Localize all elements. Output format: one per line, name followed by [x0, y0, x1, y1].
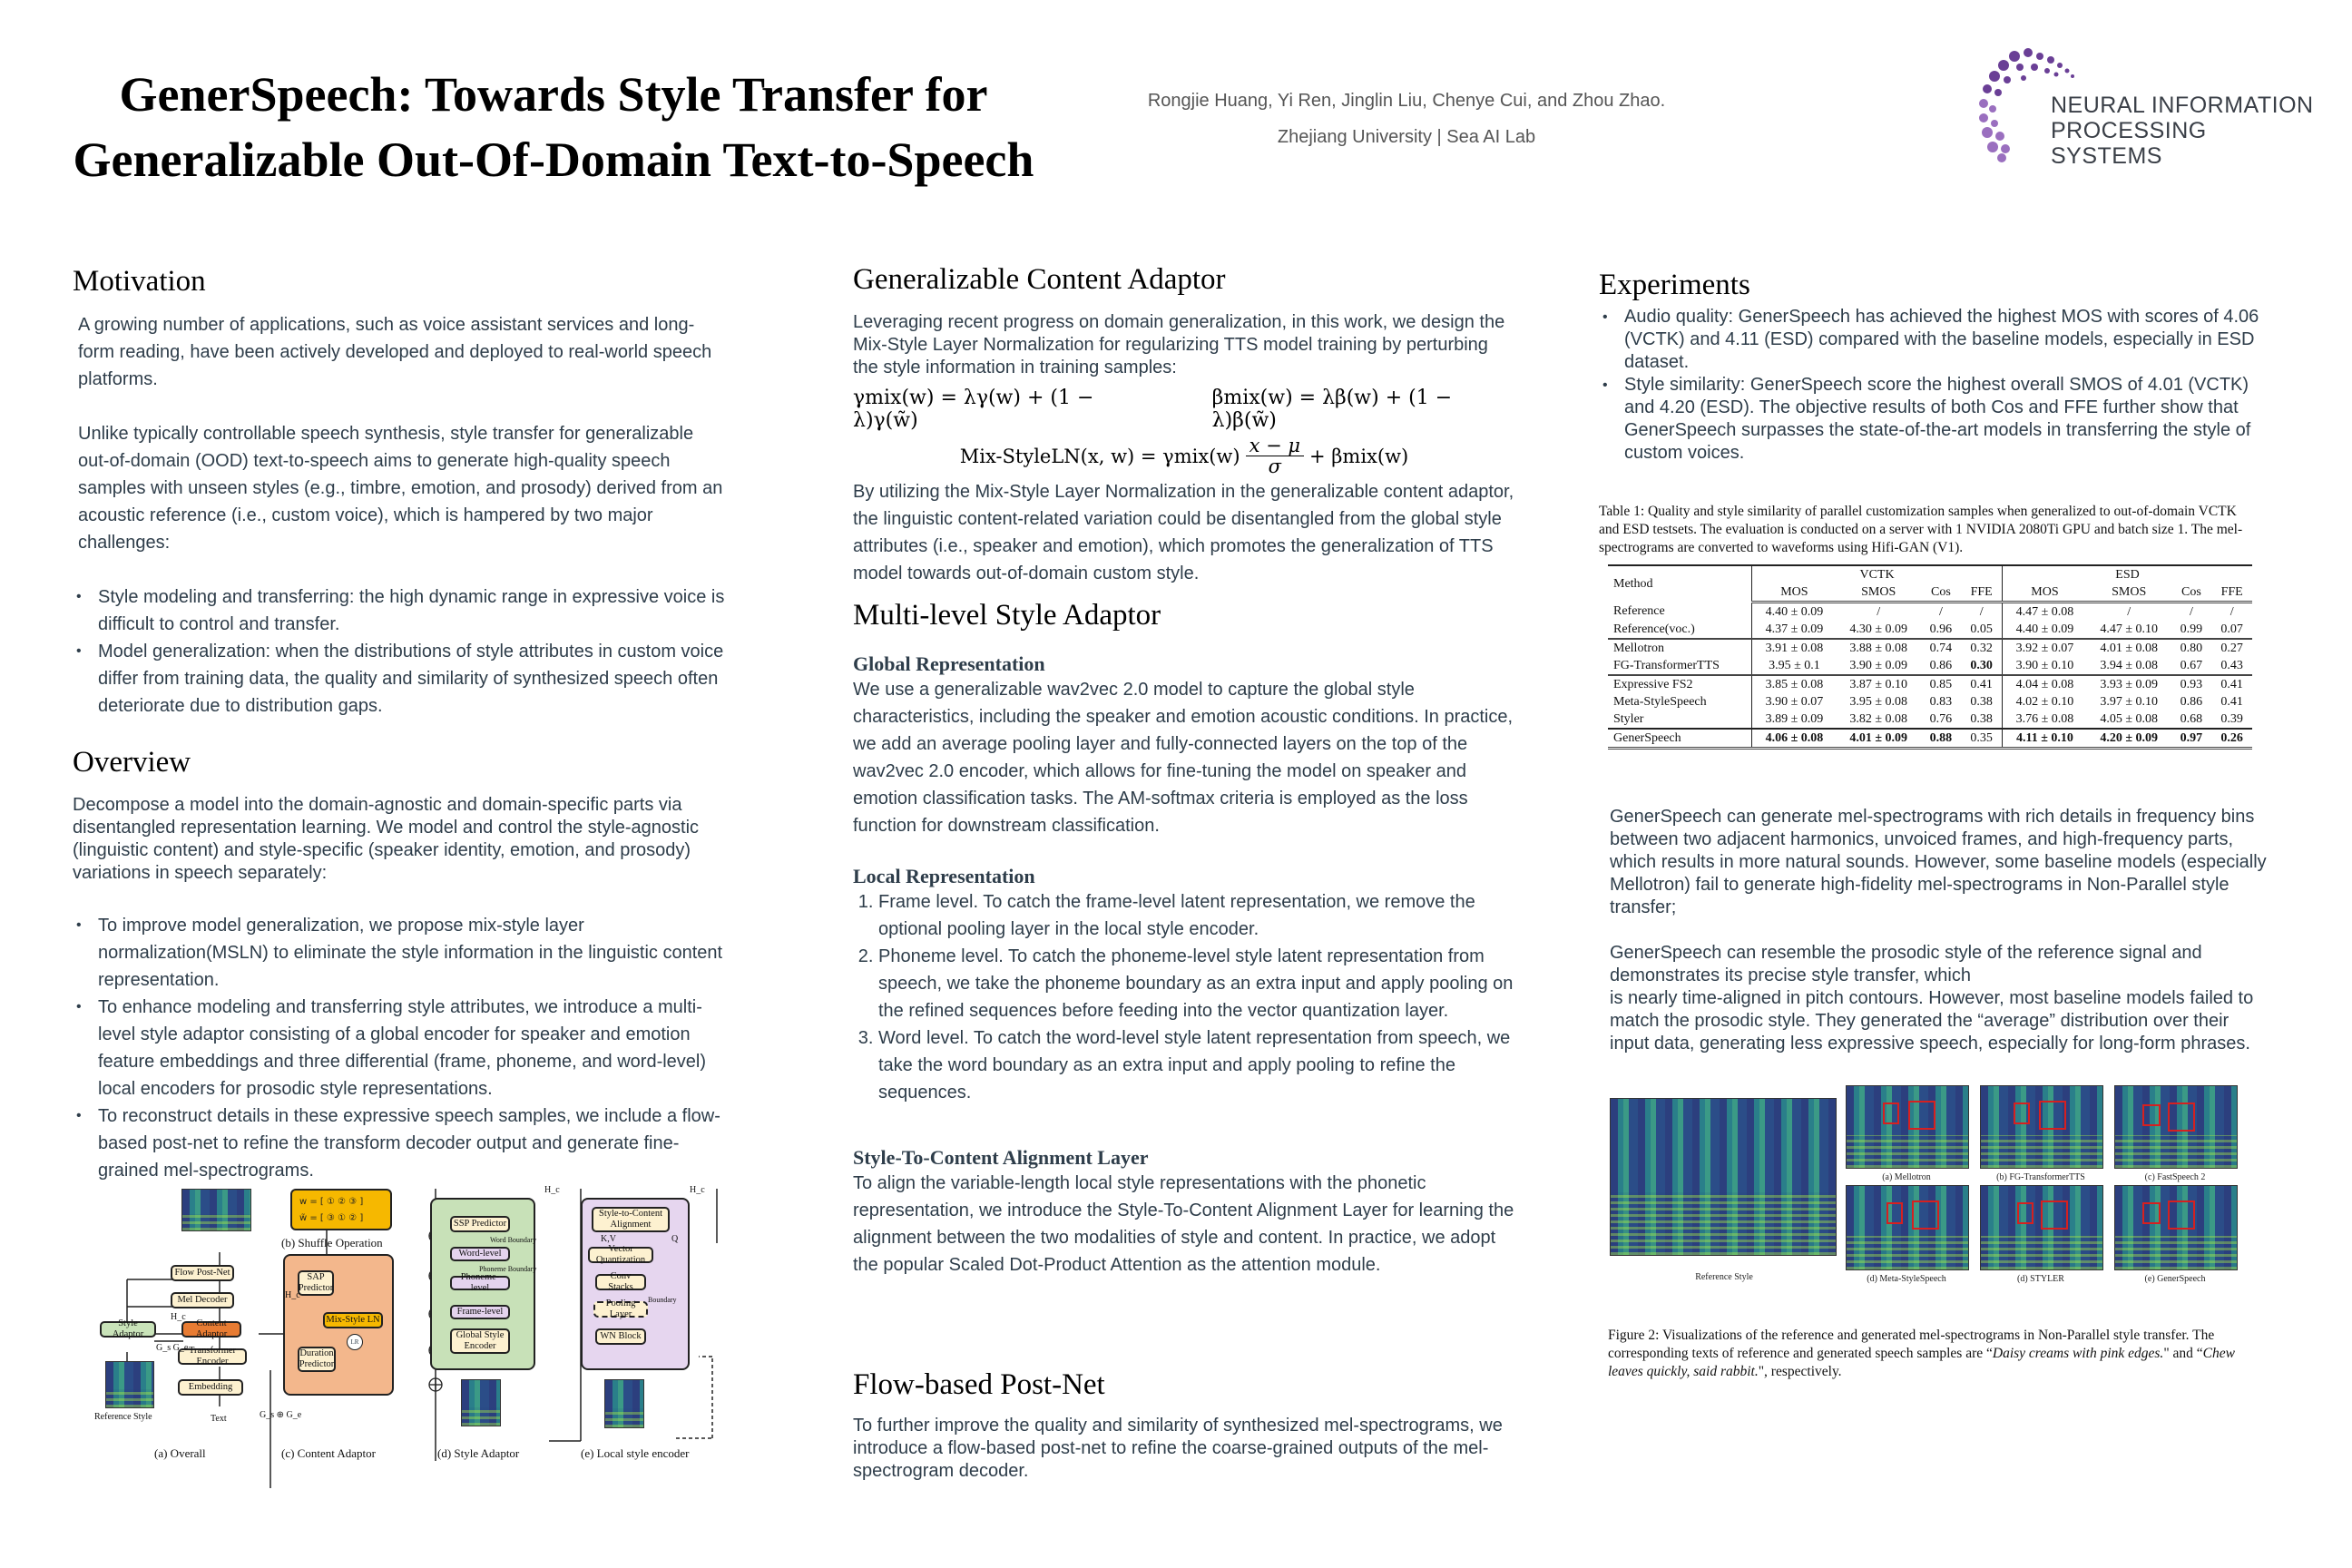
esd-value-cell: 0.86 — [2180, 695, 2203, 709]
panel-caption: (e) GenerSpeech — [2144, 1274, 2206, 1284]
table-body — [1608, 603, 2252, 749]
beta-mix-equation: βmix(w) = λβ(w) + (1 − λ)β(w̃) — [1211, 387, 1453, 432]
table-row — [1608, 621, 2252, 639]
local-representation-heading: Local Representation — [853, 865, 1035, 887]
esd-value-cell: 4.05 ± 0.08 — [2100, 712, 2159, 726]
mix-style-ln-equation — [853, 436, 1515, 476]
experiments-para-2a: GenerSpeech can resemble the prosodic style of the reference signal and demonstrates its precise style transfer, which — [1610, 943, 2202, 985]
esd-value-cell: 0.41 — [2220, 695, 2243, 709]
caption-local-style-encoder: (e) Local style encoder — [581, 1446, 690, 1460]
motivation-heading: Motivation — [73, 265, 206, 298]
table-row — [1608, 710, 2252, 729]
method-cell: FG-TransformerTTS — [1613, 659, 1720, 672]
vctk-value-cell: 3.91 ± 0.08 — [1752, 639, 1837, 657]
local-input-mel — [604, 1379, 644, 1428]
vctk-value-cell: / — [1979, 605, 1984, 619]
flow-post-net-block: Flow Post-Net — [171, 1265, 234, 1281]
col-header: Cos — [1921, 583, 1962, 603]
esd-value-cell: 4.47 ± 0.08 — [2003, 603, 2087, 622]
caption-style-adaptor: (d) Style Adaptor — [437, 1446, 520, 1460]
esd-value-cell: 4.40 ± 0.09 — [2003, 621, 2087, 639]
motivation-bullets — [73, 583, 726, 720]
overview-section — [73, 746, 726, 1184]
esd-value-cell: 0.97 — [2171, 729, 2212, 749]
reference-style-caption: Reference Style — [1695, 1272, 1753, 1282]
neurips-logo — [1978, 45, 2323, 169]
motivation-bullet: • Model generalization: when the distributions of style attributes in custom voice differ from training data, the quality and similarity of synthesized speech often deteriorate due to distribution gaps. — [98, 638, 726, 720]
esd-value-cell: 3.76 ± 0.08 — [2003, 710, 2087, 729]
experiments-section — [1599, 269, 2270, 465]
shuffle-operation-box — [290, 1189, 392, 1230]
title-line-1: GenerSpeech: Towards Style Transfer for — [119, 67, 988, 122]
experiments-bullet: • Style similarity: GenerSpeech score the highest overall SMOS of 4.01 (VCTK) and 4.20 (ESD). The objective results of both Cos and FFE further show that GenerSpeech surpasses the state-of-the-art models in transferring the style of custom voices. — [1624, 374, 2270, 465]
vctk-value-cell: 0.85 — [1921, 675, 1962, 693]
table-row — [1608, 729, 2252, 749]
col-header: MOS — [1752, 583, 1837, 603]
experiments-analysis — [1610, 806, 2272, 1055]
col-header: MOS — [2003, 583, 2087, 603]
esd-value-cell: / — [2127, 605, 2132, 619]
caption-content-adaptor: (c) Content Adaptor — [281, 1446, 376, 1460]
vctk-value-cell: 4.01 ± 0.09 — [1837, 729, 1921, 749]
vctk-value-cell: 0.05 — [1970, 622, 1993, 636]
postnet-section — [853, 1368, 1515, 1483]
phoneme-boundary-label: Phoneme Boundary — [479, 1265, 537, 1273]
overview-bullet: • To improve model generalization, we propose mix-style layer normalization(MSLN) to eliminate the style information in the linguistic content representation. — [98, 912, 726, 994]
alignment-layer-text: To align the variable-length local style representations with the phonetic representation, we introduce the Style-To-Content Alignment Layer for learning the alignment between the two modalities of style and content. In practice, we adopt the popular Scaled Dot-Product Attention as the attention module. — [853, 1173, 1514, 1275]
mel-decoder-block: Mel Decoder — [171, 1292, 234, 1308]
fig-caption-suffix: ", respectively. — [1758, 1364, 1842, 1379]
q-label: Q — [671, 1234, 679, 1244]
table-caption: Table 1: Quality and style similarity of parallel customization samples when generalized to out-of-domain VCTK and ESD testsets. The evaluation is conducted on a server with 1 NVIDIA 2080Ti GPU and batch size 1. The mel-spectrograms are converted to waveforms using Hifi-GAN (V1). — [1599, 504, 2243, 555]
esd-value-cell: 4.04 ± 0.08 — [2003, 675, 2087, 693]
motivation-para-2: Unlike typically controllable speech synthesis, style transfer for generalizable out-of-domain (OOD) text-to-speech aims to generate high-quality speech samples with unseen styles (e.g., timbre, emotion, and prosody) derived from an acoustic reference (i.e., custom voice), which is hampered by two major challenges: — [78, 424, 723, 553]
method-cell: Styler — [1613, 712, 1644, 726]
content-adaptor-section — [853, 263, 1515, 587]
postnet-text: To further improve the quality and similarity of synthesized mel-spectrograms, we introduce a flow-based post-net to refine the coarse-grained outputs of the mel-spectrogram decoder. — [853, 1416, 1503, 1481]
overview-bullets — [73, 912, 726, 1184]
title-line-2: Generalizable Out-Of-Domain Text-to-Speech — [73, 132, 1034, 187]
content-adaptor-para-1: Leveraging recent progress on domain generalization, in this work, we design the Mix-Style Layer Normalization for regularizing TTS model training by perturbing the style information in training samples: — [853, 312, 1505, 377]
vctk-value-cell: 3.87 ± 0.10 — [1837, 675, 1921, 693]
wn-block: WN Block — [595, 1328, 646, 1345]
vctk-value-cell: 4.37 ± 0.09 — [1752, 621, 1837, 639]
vctk-value-cell: 0.38 — [1970, 695, 1993, 709]
vector-quantization-block: Vector Quantization — [588, 1247, 653, 1263]
experiments-heading: Experiments — [1599, 269, 1750, 301]
spectrogram-fastspeech2 — [2114, 1085, 2238, 1169]
conv-stacks-block: Conv Stacks — [595, 1274, 646, 1290]
esd-value-cell: 0.93 — [2171, 675, 2212, 693]
gs-plus-ge-label: G_s ⊕ G_e — [260, 1410, 302, 1420]
reference-style-spectrogram — [1610, 1098, 1837, 1256]
logo-line-1: NEURAL INFORMATION — [2051, 93, 2314, 118]
style-adaptor-block: Style Adaptor — [100, 1321, 156, 1338]
local-representation-list — [853, 888, 1515, 1106]
spectrogram-generspeech — [2114, 1185, 2238, 1270]
vctk-value-cell: 3.90 ± 0.07 — [1752, 693, 1837, 710]
architecture-diagram — [91, 1185, 726, 1488]
esd-value-cell: 0.41 — [2211, 675, 2252, 693]
table-row — [1608, 603, 2252, 622]
style-adaptor-section — [853, 599, 1515, 1279]
msln-eq-right: + βmix(w) — [1309, 445, 1409, 467]
fig-caption-gen-text: Chew leaves quickly, said rabbit. — [1608, 1346, 2235, 1379]
style-hc-label: H_c — [544, 1185, 560, 1195]
esd-value-cell: 4.47 ± 0.10 — [2100, 622, 2159, 636]
content-adaptor-block: Content Adaptor — [181, 1321, 241, 1338]
esd-value-cell: 3.92 ± 0.07 — [2003, 639, 2087, 657]
vctk-value-cell: 3.88 ± 0.08 — [1837, 639, 1921, 657]
esd-value-cell: 4.11 ± 0.10 — [2003, 729, 2087, 749]
spectrogram-mellotron — [1846, 1085, 1969, 1169]
panel-caption: (a) Mellotron — [1882, 1172, 1931, 1182]
esd-value-cell: / — [2230, 605, 2234, 619]
table-row — [1608, 693, 2252, 710]
msln-fraction — [1246, 436, 1304, 476]
figure-2-caption — [1608, 1327, 2252, 1381]
group-header: ESD — [2003, 565, 2252, 583]
vctk-value-cell: / — [1938, 605, 1943, 619]
esd-value-cell: 3.93 ± 0.09 — [2087, 675, 2171, 693]
experiments-para-1: GenerSpeech can generate mel-spectrograms with rich details in frequency bins between two adjacent harmonics, unvoiced frames, and high-frequency parts, which results in more natural sounds. However, some baseline models (especially Mellotron) fail to generate high-fidelity mel-spectrograms in Non-Parallel style transfer; — [1610, 807, 2267, 917]
vctk-value-cell: 4.06 ± 0.08 — [1752, 729, 1837, 749]
vctk-value-cell: 0.30 — [1970, 659, 1993, 672]
esd-value-cell: / — [2189, 605, 2193, 619]
ssp-predictor-block: SSP Predictor — [450, 1216, 510, 1232]
panel-caption: (b) FG-TransformerTTS — [1996, 1172, 2085, 1182]
local-item: 2. Phoneme level. To catch the phoneme-level style latent representation from speech, we take the phoneme boundary as an extra input and apply pooling on the refined sequences before feeding into the vector quantization layer. — [878, 943, 1515, 1024]
frame-level-block: Frame-level — [450, 1305, 510, 1319]
vctk-value-cell: 0.88 — [1921, 729, 1962, 749]
group-header: VCTK — [1752, 565, 2003, 583]
mix-style-equations — [853, 387, 1515, 432]
overview-bullet: • To enhance modeling and transferring style attributes, we introduce a multi-level style adaptor consisting of a global encoder for speaker and emotion feature embeddings and three differential (frame, phoneme, and word-level) local encoders for prosodic style representations. — [98, 994, 726, 1102]
pooling-layer-block: Pooling Layer — [593, 1301, 648, 1318]
vctk-value-cell: 0.41 — [1961, 675, 2002, 693]
shuffle-row-shuffled: w̃ = [ ③ ① ② ] — [299, 1213, 364, 1223]
boundary-label: Boundary — [648, 1296, 677, 1304]
poster-title — [54, 62, 1053, 192]
vctk-value-cell: 3.89 ± 0.09 — [1752, 710, 1837, 729]
motivation-bullet: • Style modeling and transferring: the high dynamic range in expressive voice is difficult to control and transfer. — [98, 583, 726, 638]
motivation-para-1: A growing number of applications, such as voice assistant services and long-form reading, have been actively developed and deployed to real-world speech platforms. — [78, 315, 712, 389]
col-header: SMOS — [1837, 583, 1921, 603]
table-row — [1608, 657, 2252, 675]
method-cell: Meta-StyleSpeech — [1613, 695, 1707, 709]
overview-para: Decompose a model into the domain-agnostic and domain-specific parts via disentangled representation learning. We model and control the style-agnostic (linguistic content) and style-specific (speaker identity, emotion, and prosody) variations in speech separately: — [73, 795, 700, 883]
vctk-value-cell: 3.85 ± 0.08 — [1752, 675, 1837, 693]
local-hc-label: H_c — [690, 1185, 705, 1195]
vctk-value-cell: 4.40 ± 0.09 — [1752, 603, 1837, 622]
global-representation-heading: Global Representation — [853, 652, 1045, 675]
fig-caption-ref-text: Daisy creams with pink edges. — [1992, 1346, 2164, 1361]
alignment-layer-heading: Style-To-Content Alignment Layer — [853, 1146, 1149, 1169]
esd-value-cell: 0.67 — [2180, 659, 2203, 672]
results-table-wrapper — [1608, 564, 2252, 750]
overview-bullet: • To reconstruct details in these expressive speech samples, we include a flow-based post-net to refine the transform decoder output and generate fine-grained mel-spectrograms. — [98, 1102, 726, 1184]
method-cell: GenerSpeech — [1608, 729, 1752, 749]
style-adaptor-heading: Multi-level Style Adaptor — [853, 599, 1161, 632]
col-header: Cos — [2171, 583, 2212, 603]
text-input-label: Text — [211, 1414, 227, 1424]
kv-label: K,V — [601, 1234, 616, 1244]
length-regulator-node: LR — [347, 1334, 363, 1350]
figure-2 — [1606, 1085, 2269, 1303]
vctk-value-cell: 3.90 ± 0.09 — [1849, 659, 1908, 672]
vctk-value-cell: 0.74 — [1921, 639, 1962, 657]
style-input-mel — [461, 1379, 501, 1426]
hc-label: H_c — [171, 1312, 186, 1322]
panel-caption: (c) FastSpeech 2 — [2144, 1172, 2206, 1182]
method-cell: Expressive FS2 — [1608, 675, 1752, 693]
caption-overall: (a) Overall — [154, 1446, 206, 1460]
phoneme-level-block: Phoneme-level — [450, 1276, 510, 1290]
output-mel-spectrogram — [181, 1189, 251, 1231]
method-cell: Mellotron — [1608, 639, 1752, 657]
col-header: SMOS — [2087, 583, 2171, 603]
gs-ge-label: G_s G_e — [156, 1343, 189, 1353]
vctk-value-cell: 0.96 — [1929, 622, 1953, 636]
vctk-value-cell: 3.82 ± 0.08 — [1849, 712, 1908, 726]
vctk-value-cell: 0.86 — [1929, 659, 1953, 672]
vctk-value-cell: / — [1877, 605, 1881, 619]
panel-caption: (d) Meta-StyleSpeech — [1867, 1274, 1946, 1284]
local-item: 1. Frame level. To catch the frame-level latent representation, we remove the optional pooling layer in the local style encoder. — [878, 888, 1515, 943]
sap-predictor-block: SAP Predictor — [298, 1270, 334, 1296]
table-header-row-groups — [1608, 565, 2252, 583]
method-cell: Reference — [1613, 604, 1665, 619]
panel-caption: (d) STYLER — [2017, 1274, 2064, 1284]
msln-denominator: σ — [1268, 456, 1281, 477]
logo-text — [2051, 93, 2323, 169]
esd-value-cell: 4.01 ± 0.08 — [2087, 639, 2171, 657]
esd-value-cell: 4.02 ± 0.10 — [2003, 693, 2087, 710]
esd-value-cell: 3.97 ± 0.10 — [2100, 695, 2159, 709]
experiments-bullets — [1599, 306, 2270, 465]
results-table — [1608, 564, 2252, 750]
col-header: FFE — [1961, 583, 2002, 603]
local-item: 3. Word level. To catch the word-level style latent representation from speech, we take the word boundary as an extra input and apply pooling to refine the sequences. — [878, 1024, 1515, 1106]
caption-shuffle: (b) Shuffle Operation — [281, 1236, 383, 1250]
fig-caption-mid: " and “ — [2163, 1346, 2203, 1361]
method-cell: Reference(voc.) — [1613, 622, 1695, 636]
spectrogram-meta-stylespeech — [1846, 1185, 1969, 1270]
vctk-value-cell: 0.76 — [1929, 712, 1953, 726]
global-representation-text: We use a generalizable wav2vec 2.0 model to capture the global style characteristics, including the speaker and emotion acoustic conditions. In practice, we add an average pooling layer and fully-connected layers on the top of the wav2vec 2.0 encoder, which allows for fine-tuning the model on speaker and emotion classification tasks. The AM-softmax criteria is employed as the loss function for downstream classification. — [853, 680, 1514, 836]
authors: Rongjie Huang, Yi Ren, Jinglin Liu, Chenye Cui, and Zhou Zhao. — [1147, 91, 1666, 111]
esd-value-cell: 0.39 — [2220, 712, 2243, 726]
shuffle-row-original: w = [ ① ② ③ ] — [299, 1197, 364, 1207]
reference-style-label: Reference Style — [94, 1412, 152, 1422]
experiments-para-2b: is nearly time-aligned in pitch contours. However, most baseline models failed to match the prosodic style. They generated the “average” distribution over their input data, generating less expressive speech, especially for long-form phrases. — [1610, 988, 2254, 1054]
postnet-heading: Flow-based Post-Net — [853, 1368, 1105, 1401]
spectrogram-fg-transformertts — [1980, 1085, 2103, 1169]
overview-heading: Overview — [73, 746, 191, 779]
vctk-value-cell: 0.83 — [1929, 695, 1953, 709]
vctk-value-cell: 3.95 ± 0.1 — [1752, 657, 1837, 675]
col-header: Method — [1608, 565, 1752, 603]
motivation-section — [73, 265, 726, 720]
esd-value-cell: 0.43 — [2220, 659, 2243, 672]
esd-value-cell: 4.20 ± 0.09 — [2087, 729, 2171, 749]
esd-value-cell: 0.68 — [2180, 712, 2203, 726]
style-to-content-alignment-block: Style-to-Content Alignment — [592, 1207, 670, 1232]
esd-value-cell: 0.26 — [2211, 729, 2252, 749]
vctk-value-cell: 3.95 ± 0.08 — [1849, 695, 1908, 709]
msln-eq-left: Mix-StyleLN(x, w) = γmix(w) — [959, 445, 1240, 467]
esd-value-cell: 0.99 — [2180, 622, 2203, 636]
esd-value-cell: 3.90 ± 0.10 — [2003, 657, 2087, 675]
embedding-block: Embedding — [178, 1379, 243, 1396]
transformer-encoder-block: Transformer Encoder — [178, 1348, 247, 1365]
content-adaptor-para-2: By utilizing the Mix-Style Layer Normalization in the generalizable content adaptor, the linguistic content-related variation could be disentangled from the global style attributes (i.e., speaker and emotion), which promotes the generalization of TTS model towards out-of-domain custom style. — [853, 482, 1514, 583]
global-style-encoder-block: Global Style Encoder — [450, 1328, 510, 1354]
vctk-value-cell: 0.38 — [1970, 712, 1993, 726]
duration-predictor-block: Duration Predictor — [298, 1347, 336, 1372]
word-boundary-label: Word Boundary — [490, 1236, 537, 1244]
experiments-bullet: • Audio quality: GenerSpeech has achieved the highest MOS with scores of 4.06 (VCTK) and 4.11 (ESD) compared with the baseline models, especially in ESD dataset. — [1624, 306, 2270, 374]
esd-value-cell: 0.80 — [2171, 639, 2212, 657]
vctk-value-cell: 4.30 ± 0.09 — [1849, 622, 1908, 636]
table-row — [1608, 675, 2252, 693]
esd-value-cell: 0.27 — [2211, 639, 2252, 657]
content-adaptor-heading: Generalizable Content Adaptor — [853, 263, 1226, 296]
spectrogram-styler — [1980, 1185, 2103, 1270]
content-hc-label: H_c — [285, 1290, 300, 1300]
msln-numerator: x − μ — [1246, 436, 1304, 456]
esd-value-cell: 3.94 ± 0.08 — [2100, 659, 2159, 672]
affiliation: Zhejiang University | Sea AI Lab — [1277, 127, 1536, 147]
vctk-value-cell: 0.32 — [1961, 639, 2002, 657]
mix-style-ln-block: Mix-Style LN — [323, 1312, 383, 1328]
esd-value-cell: 0.07 — [2220, 622, 2243, 636]
logo-line-2: PROCESSING SYSTEMS — [2051, 118, 2207, 169]
reference-mel-spectrogram — [105, 1361, 154, 1408]
word-level-block: Word-level — [450, 1247, 510, 1261]
gamma-mix-equation: γmix(w) = λγ(w) + (1 − λ)γ(w̃) — [853, 387, 1094, 432]
table-row — [1608, 639, 2252, 657]
fig-caption-prefix: Figure 2: Visualizations of the reference and generated mel-spectrograms in Non-Parallel style transfer. The corresponding texts of reference and generated speech samples are “ — [1608, 1328, 2215, 1361]
col-header: FFE — [2211, 583, 2252, 603]
vctk-value-cell: 0.35 — [1961, 729, 2002, 749]
